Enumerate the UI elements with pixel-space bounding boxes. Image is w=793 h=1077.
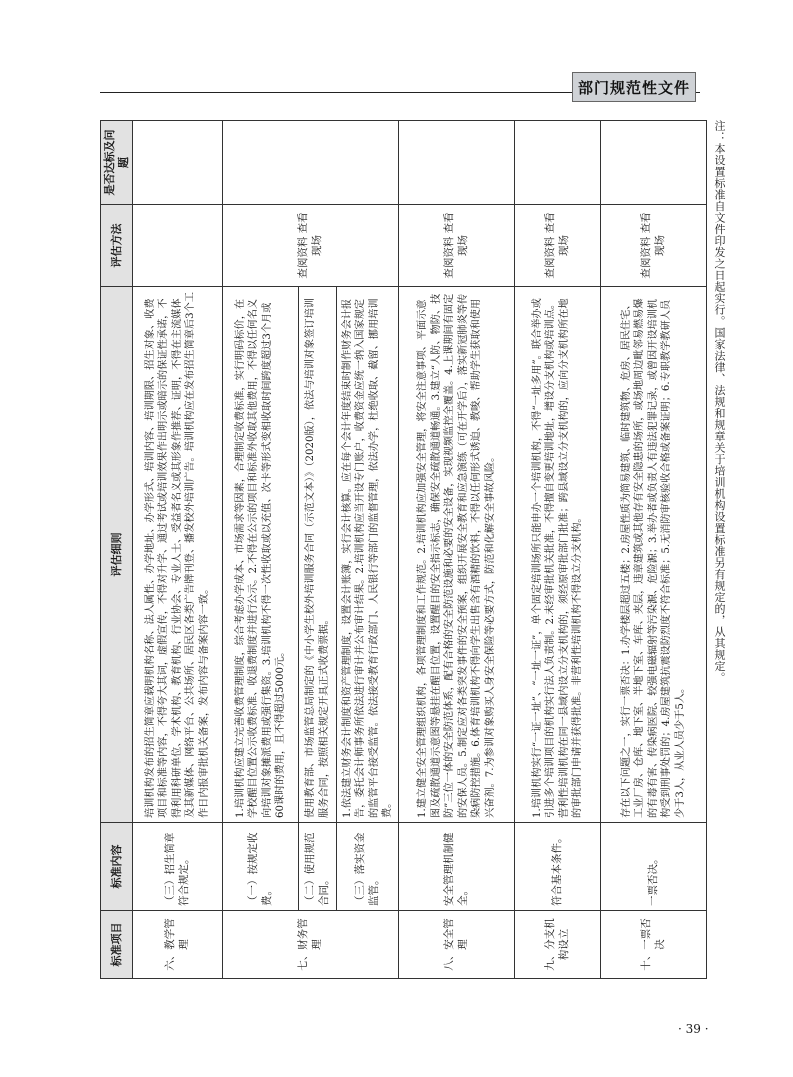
compliance-result	[601, 121, 707, 205]
standard-content: （三）落实资金监管。	[337, 823, 399, 911]
table-row	[133, 121, 223, 979]
footnote: 注：本设置标准自文件印发之日起实行。国家法律、法规和规章关于培训机构设置标准另有规定的，从其规定。	[713, 120, 726, 684]
table-row	[515, 121, 601, 979]
standard-item: 八、安全管理	[399, 911, 515, 979]
standard-content: 安全管理机制健全。	[399, 823, 515, 911]
assessment-details: 1.建立健全安全管理组织机构，各项管理制度和工作规范。2.培训机构应加强安全管理，将安全注意事项、平面示意图及疏散通道示意图等悬挂在醒目位置，设置醒目的安全指示标志，确保安全疏散通道畅通。3.建立“人防、物防、技防”三位一体的安全防范体系，配有合格的安全防范设施和必要的安全设备，实现视频监控全覆盖。4.上课期间有固定的安保人员。5.制定应对各类突发事件的安全预案，组织开展安全教育和应急演练（可在开学后），落实新冠肺炎等传染病防控措施。6.体育培训机构不得向学生出售含有酒精的饮料，不得以任何形式诱迫、教唆、帮助学生获取和使用兴奋剂。7.为参训对象购买人身安全保险等必要方式，防范和化解安全事故风险。	[399, 287, 515, 823]
assessment-details: 培训机构发布的招生简章应载明机构名称、法人属性、办学地址、办学形式、培训内容、培训期限、招生对象、收费项目和标准等内容，不得夸大其词，虚假宣传，不得对升学、通过考试或培训效果作出明示或暗示的保证性承诺，不得利用科研单位、学术机构、教育机构、行业协会、专业人士、受益者名义或其形象作推荐、证明，不得在主流媒体及其新媒体、网络平台、公共场所、居民区各类广告牌刊登、播发校外培训广告。培训机构应在发布招生简章后3个工作日内报审批机关备案，发布内容与备案内容一致。	[133, 287, 223, 823]
compliance-result	[515, 121, 601, 205]
standard-content: 一票否决。	[601, 823, 707, 911]
assessment-method: 查阅资料 查看现场	[515, 205, 601, 287]
table-header-row	[101, 121, 133, 979]
column-header: 标准内容	[101, 823, 133, 911]
assessment-details: 使用教育部、市场监管总局制定的《中小学生校外培训服务合同（示范文本）》（2020版），依法与培训对象签订培训服务合同，按照相关规定开具正式收费票据。	[299, 287, 337, 823]
column-header: 评估方法	[101, 205, 133, 287]
standard-item: 九、分支机构设立	[515, 911, 601, 979]
column-header: 是否达标及问题	[101, 121, 133, 205]
assessment-method: 查阅资料 查看现场	[223, 205, 399, 287]
table-row	[601, 121, 707, 979]
standard-content: （二）使用规范合同。	[299, 823, 337, 911]
assessment-method	[133, 205, 223, 287]
column-header: 标准项目	[101, 911, 133, 979]
assessment-details: 1.依法建立财务会计制度和资产管理制度，设置会计账簿，实行会计核算。应在每个会计年度结束时制作财务会计报告，委托会计师事务所依法进行审计并公布审计结果。2.培训机构应当开设专门账户，收费资金应统一纳入国家规定的监管平台接受监管。依法接受教育行政部门、人民银行等部门的监督管理，依法办学，杜绝收取、截留、挪用培训费。	[337, 287, 399, 823]
rotated-table-container	[100, 121, 697, 979]
standard-content: （一）按规定收费。	[223, 823, 299, 911]
table-row	[223, 121, 299, 979]
assessment-details: 1.培训机构实行“一证一址”、“一址一证”，单个固定培训场所只能申办一个培训机构，不得“一址多用”。联合举办或引进多个培训项目的机构实行法人负责制。2.未经审批机关批准，不得擅自变更培训地址，增设分支机构或培训点。营利性培训机构在同一县域内设立分支机构的，须经原审批部门批准；跨县域设立分支机构的，应向分支机构所在地的审批部门申请并获得批准。非营利性培训机构不得设立分支机构。	[515, 287, 601, 823]
column-header: 评估细则	[101, 287, 133, 823]
compliance-result	[399, 121, 515, 205]
standard-content: 符合基本条件。	[515, 823, 601, 911]
assessment-details: 1.培训机构应建立完善收费管理制度，综合考虑办学成本、市场需求等因素，合理制定收费标准，实行明码标价，在学校醒目位置公示收费标准、收退费制度并进行公示。2.不得在公示的项目和标准外收取其他费用，不得以任何名义向培训对象摊派费用或强行集资。3.培训机构不得一次性收取或以充值、次卡等形式变相收取时间跨度超过3个月或60课时的费用，且不得超过5000元。	[223, 287, 299, 823]
assessment-details: 存在以下问题之一，实行一票否决：1.办学楼层超过五楼；2.房屋性质为简易建筑、临时建筑物、危房、居民住宅、工业厂房、仓库、地下室、半地下室、车库、夹层，违章建筑或其他存有安全隐患的场所，或场地周边毗邻易燃易爆的有毒有害、传染病医院、较强电磁辐射等污染源、危险源；3.举办者或负责人有违法犯罪记录，或曾因开设培训机构受到刑事处罚的；4.房屋建筑抗震设防烈度不符合标准；5.无消防审核验收合格或备案证明；6.专职教学教研人员少于3人，从业人员少于5人。	[601, 287, 707, 823]
standards-table	[100, 120, 707, 979]
section-label: 部门规范性文件	[572, 72, 696, 102]
standard-content: （三）招生简章符合规定。	[133, 823, 223, 911]
page-number: · 39 ·	[678, 1022, 709, 1036]
assessment-method: 查阅资料 查看现场	[399, 205, 515, 287]
compliance-result	[133, 121, 223, 205]
standard-item: 十、一票否决	[601, 911, 707, 979]
table-row	[399, 121, 515, 979]
assessment-method: 查阅资料 查看现场	[601, 205, 707, 287]
standard-item: 六、教学管理	[133, 911, 223, 979]
standard-item: 七、财务管理	[223, 911, 399, 979]
compliance-result	[223, 121, 399, 205]
